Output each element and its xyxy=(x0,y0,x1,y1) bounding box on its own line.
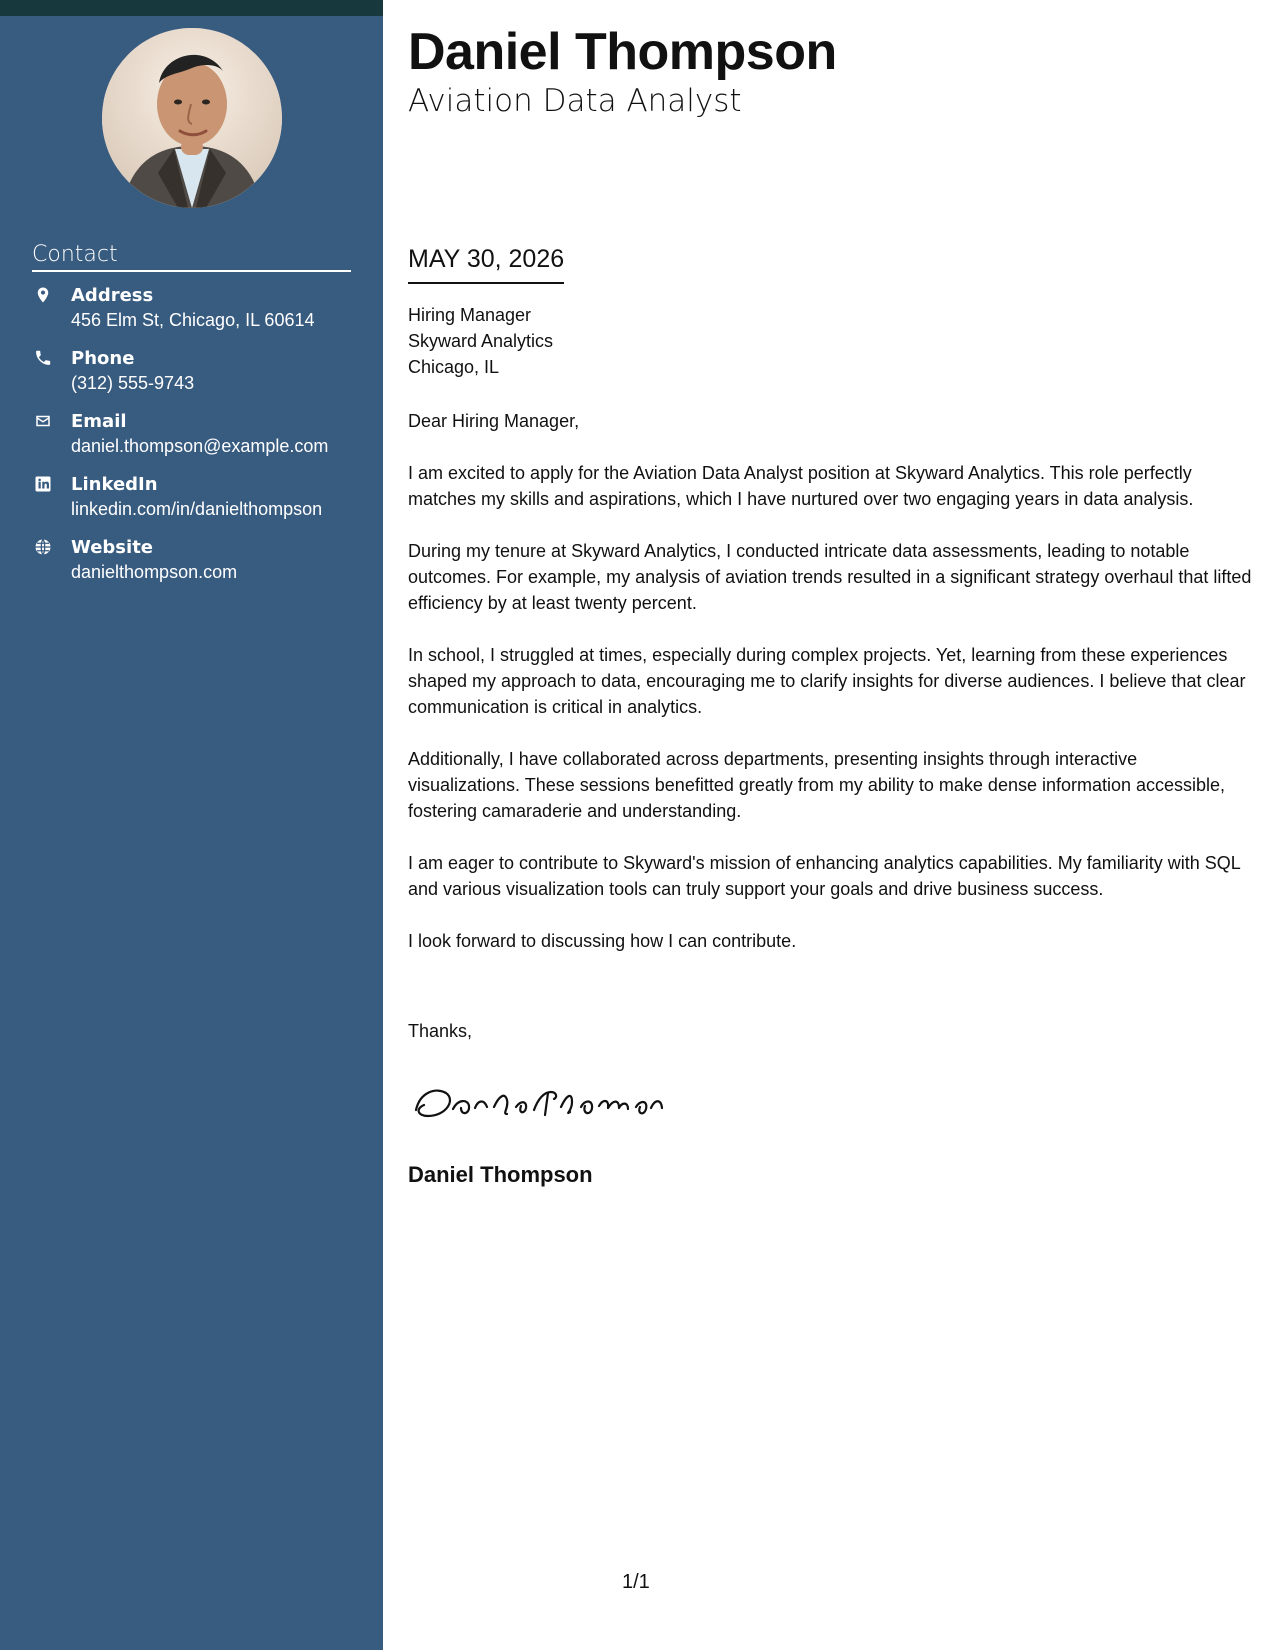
letter-paragraph: During my tenure at Skyward Analytics, I conducted intricate data assessments, leading to notable outcomes. For example, my analysis of aviation trends resulted in a significant strategy overhaul that lifted efficiency by at least twenty percent. xyxy=(408,541,1252,613)
greeting: Dear Hiring Manager, xyxy=(408,411,580,431)
linkedin-label: LinkedIn xyxy=(71,474,158,495)
linkedin-icon xyxy=(34,475,52,493)
cover-letter-body xyxy=(408,302,1253,972)
handwritten-signature xyxy=(408,1074,668,1124)
location-pin-icon xyxy=(34,286,52,304)
job-title: Aviation Data Analyst xyxy=(408,83,742,119)
recipient-line-3: Chicago, IL xyxy=(408,357,500,377)
recipient-block xyxy=(408,302,1253,380)
globe-icon xyxy=(34,538,52,556)
phone-icon xyxy=(34,349,52,367)
letter-paragraph: In school, I struggled at times, especially during complex projects. Yet, learning from these experiences shaped my approach to data, encouraging me to clarify insights for diverse audiences. I believe that clear communication is critical in analytics. xyxy=(408,645,1246,717)
address-value: 456 Elm St, Chicago, IL 60614 xyxy=(71,310,315,330)
contact-heading: Contact xyxy=(32,240,351,272)
contact-item-phone xyxy=(32,347,372,410)
email-label: Email xyxy=(71,411,127,432)
contact-item-linkedin xyxy=(32,473,372,536)
phone-value: (312) 555-9743 xyxy=(71,373,195,393)
letter-paragraph: I am eager to contribute to Skyward's mission of enhancing analytics capabilities. My familiarity with SQL and various visualization tools can truly support your goals and drive business success. xyxy=(408,853,1241,899)
phone-label: Phone xyxy=(71,348,135,369)
recipient-line-2: Skyward Analytics xyxy=(408,331,554,351)
contact-sidebar xyxy=(0,16,383,1650)
contact-item-address xyxy=(32,284,372,347)
letter-date: MAY 30, 2026 xyxy=(408,244,564,284)
linkedin-value: linkedin.com/in/danielthompson xyxy=(71,499,323,519)
email-icon xyxy=(34,412,52,430)
contact-item-website xyxy=(32,536,372,599)
page-title-name: Daniel Thompson xyxy=(408,23,837,81)
sidebar-top-strip xyxy=(0,0,383,16)
email-value: daniel.thompson@example.com xyxy=(71,436,329,456)
profile-photo xyxy=(102,28,282,208)
address-label: Address xyxy=(71,285,154,306)
closing: Thanks, xyxy=(408,1021,473,1041)
website-label: Website xyxy=(71,537,154,558)
contact-list xyxy=(32,284,372,599)
letter-paragraph: I am excited to apply for the Aviation Data Analyst position at Skyward Analytics. This role perfectly matches my skills and aspirations, which I have nurtured over two engaging years in data analysis. xyxy=(408,463,1194,509)
signer-name: Daniel Thompson xyxy=(408,1162,593,1187)
contact-item-email xyxy=(32,410,372,473)
recipient-line-1: Hiring Manager xyxy=(408,305,532,325)
website-value: danielthompson.com xyxy=(71,562,238,582)
letter-paragraph: Additionally, I have collaborated across departments, presenting insights through interactive visualizations. These sessions benefitted greatly from my ability to make dense information accessible, fostering camaraderie and understanding. xyxy=(408,749,1226,821)
page-number: 1/1 xyxy=(622,1571,650,1593)
letter-paragraph: I look forward to discussing how I can contribute. xyxy=(408,931,797,951)
